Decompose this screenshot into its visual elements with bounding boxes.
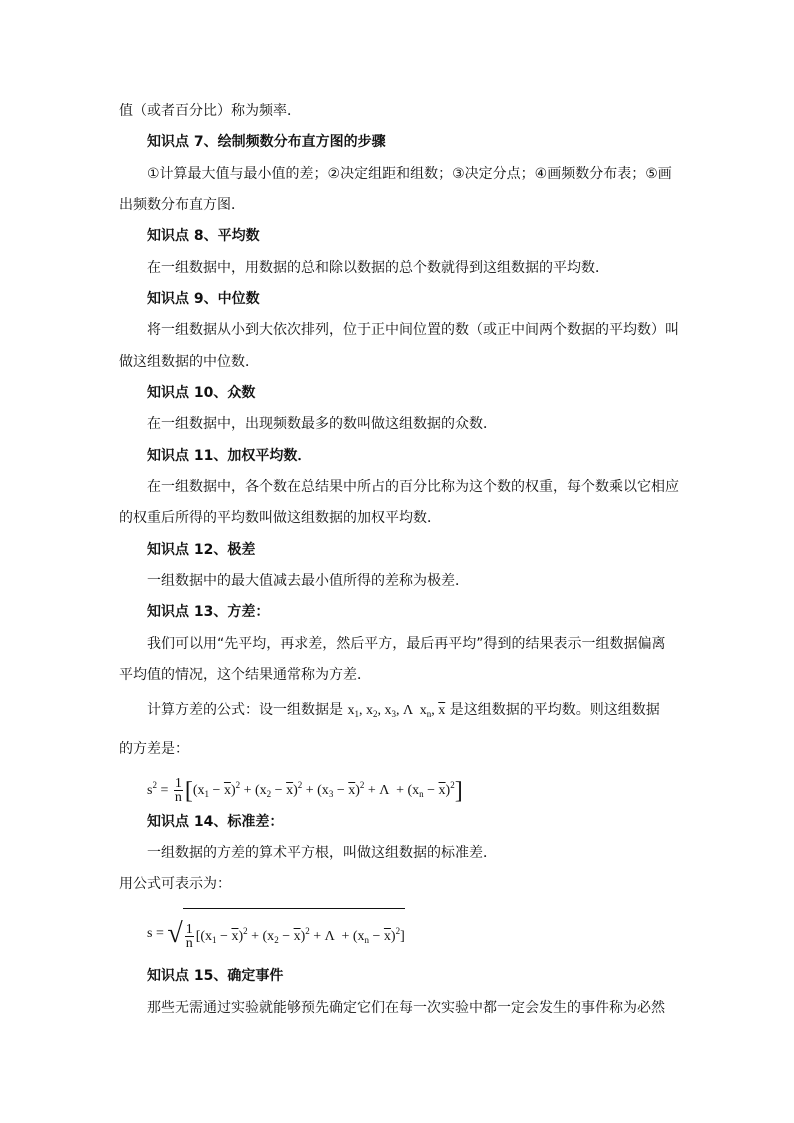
section-heading-14: 知识点 14、标准差：	[147, 814, 284, 830]
paragraph-line: 在一组数据中，用数据的总和除以数据的总个数就得到这组数据的平均数．	[147, 260, 609, 276]
paragraph-line: 一组数据中的最大值减去最小值所得的差称为极差．	[147, 573, 469, 589]
paragraph-line: 平均值的情况，这个结果通常称为方差．	[119, 667, 371, 683]
paragraph-line: 的方差是：	[119, 741, 189, 757]
paragraph-line: 用公式可表示为：	[119, 876, 231, 892]
paragraph-line: 一组数据的方差的算术平方根，叫做这组数据的标准差．	[147, 845, 497, 861]
paragraph-line: 将一组数据从小到大依次排列，位于正中间位置的数（或正中间两个数据的平均数）叫	[147, 322, 679, 338]
variance-formula: $s^2$ = $\frac{1}{n}$ $[(x_1 - \overline{x})^2 + (x_2 - \overline{x})^2 + (x_3 - \overline{x})^2 + \Lambda + (x_n - \overline{x})^2]$	[147, 776, 463, 806]
variance-intro-post: 是这组数据的平均数。则这组数据	[449, 702, 660, 718]
paragraph-line: 做这组数据的中位数．	[119, 354, 259, 370]
paragraph-line: 在一组数据中，各个数在总结果中所占的百分比称为这个数的权重，每个数乘以它相应	[147, 479, 679, 495]
paragraph-line: ①计算最大值与最小值的差；②决定组距和组数；③决定分点；④画频数分布表；⑤画	[147, 166, 672, 182]
section-heading-15: 知识点 15、确定事件	[147, 968, 284, 984]
section-heading-7: 知识点 7、绘制频数分布直方图的步骤	[147, 134, 386, 150]
section-heading-12: 知识点 12、极差	[147, 542, 256, 558]
section-heading-9: 知识点 9、中位数	[147, 291, 260, 307]
section-heading-10: 知识点 10、众数	[147, 385, 256, 401]
variance-intro-line	[147, 700, 660, 724]
std-dev-formula: s = √ $\frac{1}{n}$ $[(x_1 - \overline{x})^2 + (x_2 - \overline{x})^2 + \Lambda + (x_n - \overline{x})^2]$	[147, 908, 405, 948]
paragraph-line: 那些无需通过实验就能够预先确定它们在每一次实验中都一定会发生的事件称为必然	[147, 1000, 665, 1016]
data-sequence-formula: $x_1$, $x_2$, $x_3$, Λ $x_n$, $\overline{x}$	[347, 703, 446, 719]
section-heading-11: 知识点 11、加权平均数．	[147, 448, 312, 464]
paragraph-line: 的权重后所得的平均数叫做这组数据的加权平均数．	[119, 510, 441, 526]
section-heading-8: 知识点 8、平均数	[147, 228, 260, 244]
paragraph-line: 值（或者百分比）称为频率．	[119, 103, 301, 119]
paragraph-line: 在一组数据中，出现频数最多的数叫做这组数据的众数．	[147, 416, 497, 432]
paragraph-line: 出频数分布直方图．	[119, 197, 245, 213]
section-heading-13: 知识点 13、方差：	[147, 604, 270, 620]
variance-intro-pre: 计算方差的公式：设一组数据是	[147, 702, 343, 718]
paragraph-line: 我们可以用“先平均，再求差，然后平方，最后再平均”得到的结果表示一组数据偏离	[147, 636, 666, 652]
